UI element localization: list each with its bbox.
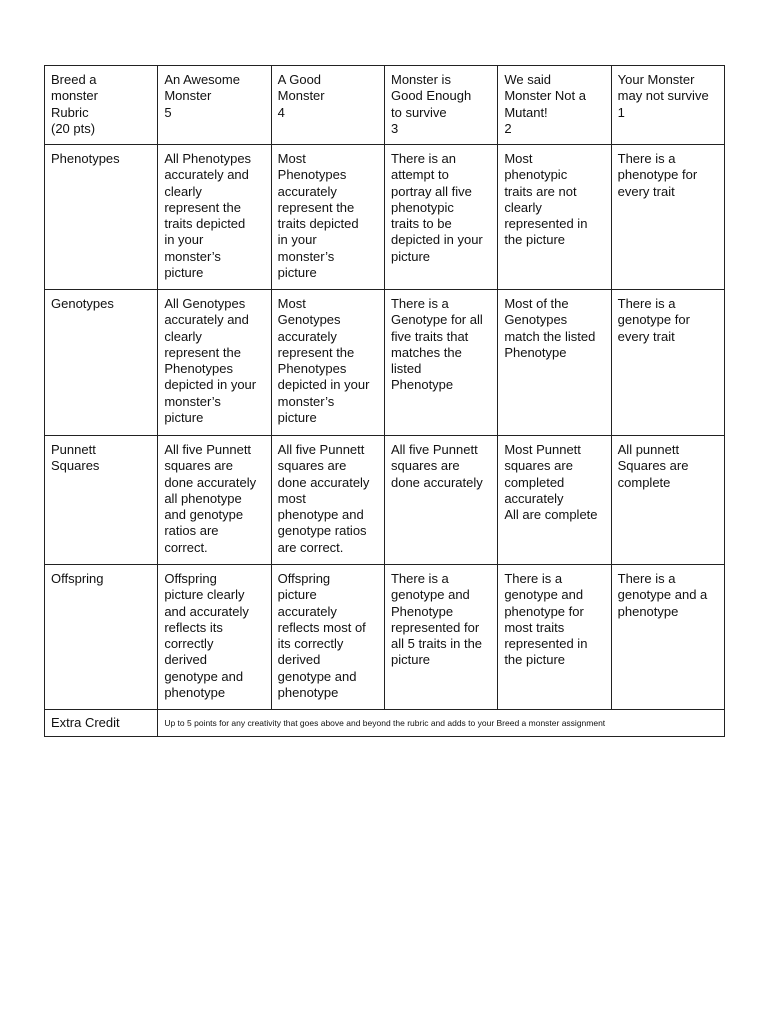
- table-cell: Most Phenotypes accurately represent the traits depicted in your monster’s picture: [271, 145, 384, 290]
- table-cell: All punnett Squares are complete: [611, 436, 724, 565]
- table-cell: There is a genotype for every trait: [611, 290, 724, 436]
- table-cell: All five Punnett squares are done accurately most phenotype and genotype ratios are correct.: [271, 436, 384, 565]
- table-row-genotypes: [45, 290, 725, 436]
- row-label-extra-credit: Extra Credit: [45, 710, 158, 737]
- header-cell-score-2: We said Monster Not a Mutant! 2: [498, 66, 611, 145]
- header-row: [45, 66, 725, 145]
- table-cell: Most of the Genotypes match the listed Phenotype: [498, 290, 611, 436]
- table-cell: Most Punnett squares are completed accurately All are complete: [498, 436, 611, 565]
- table-cell: There is an attempt to portray all five phenotypic traits to be depicted in your picture: [384, 145, 497, 290]
- header-cell-score-5: An Awesome Monster 5: [158, 66, 271, 145]
- table-cell: All Phenotypes accurately and clearly represent the traits depicted in your monster’s picture: [158, 145, 271, 290]
- table-cell: All five Punnett squares are done accurately: [384, 436, 497, 565]
- table-cell: Offspring picture clearly and accurately reflects its correctly derived genotype and phenotype: [158, 565, 271, 710]
- extra-credit-description: Up to 5 points for any creativity that goes above and beyond the rubric and adds to your Breed a monster assignment: [158, 710, 725, 737]
- rubric-table: [44, 65, 725, 737]
- table-row-extra-credit: [45, 710, 725, 737]
- table-cell: Most phenotypic traits are not clearly represented in the picture: [498, 145, 611, 290]
- table-row-offspring: [45, 565, 725, 710]
- table-cell: All Genotypes accurately and clearly represent the Phenotypes depicted in your monster’s picture: [158, 290, 271, 436]
- row-label-offspring: Offspring: [45, 565, 158, 710]
- table-row-punnett-squares: [45, 436, 725, 565]
- table-cell: All five Punnett squares are done accurately all phenotype and genotype ratios are correct.: [158, 436, 271, 565]
- table-cell: There is a genotype and Phenotype represented for all 5 traits in the picture: [384, 565, 497, 710]
- row-label-genotypes: Genotypes: [45, 290, 158, 436]
- header-cell-score-1: Your Monster may not survive 1: [611, 66, 724, 145]
- table-cell: There is a phenotype for every trait: [611, 145, 724, 290]
- header-cell-score-4: A Good Monster 4: [271, 66, 384, 145]
- table-row-phenotypes: [45, 145, 725, 290]
- header-cell-score-3: Monster is Good Enough to survive 3: [384, 66, 497, 145]
- row-label-phenotypes: Phenotypes: [45, 145, 158, 290]
- table-cell: Offspring picture accurately reflects most of its correctly derived genotype and phenotype: [271, 565, 384, 710]
- table-cell: Most Genotypes accurately represent the Phenotypes depicted in your monster’s picture: [271, 290, 384, 436]
- table-cell: There is a Genotype for all five traits that matches the listed Phenotype: [384, 290, 497, 436]
- table-cell: There is a genotype and a phenotype: [611, 565, 724, 710]
- table-cell: There is a genotype and phenotype for most traits represented in the picture: [498, 565, 611, 710]
- header-cell-title: Breed a monster Rubric (20 pts): [45, 66, 158, 145]
- row-label-punnett-squares: Punnett Squares: [45, 436, 158, 565]
